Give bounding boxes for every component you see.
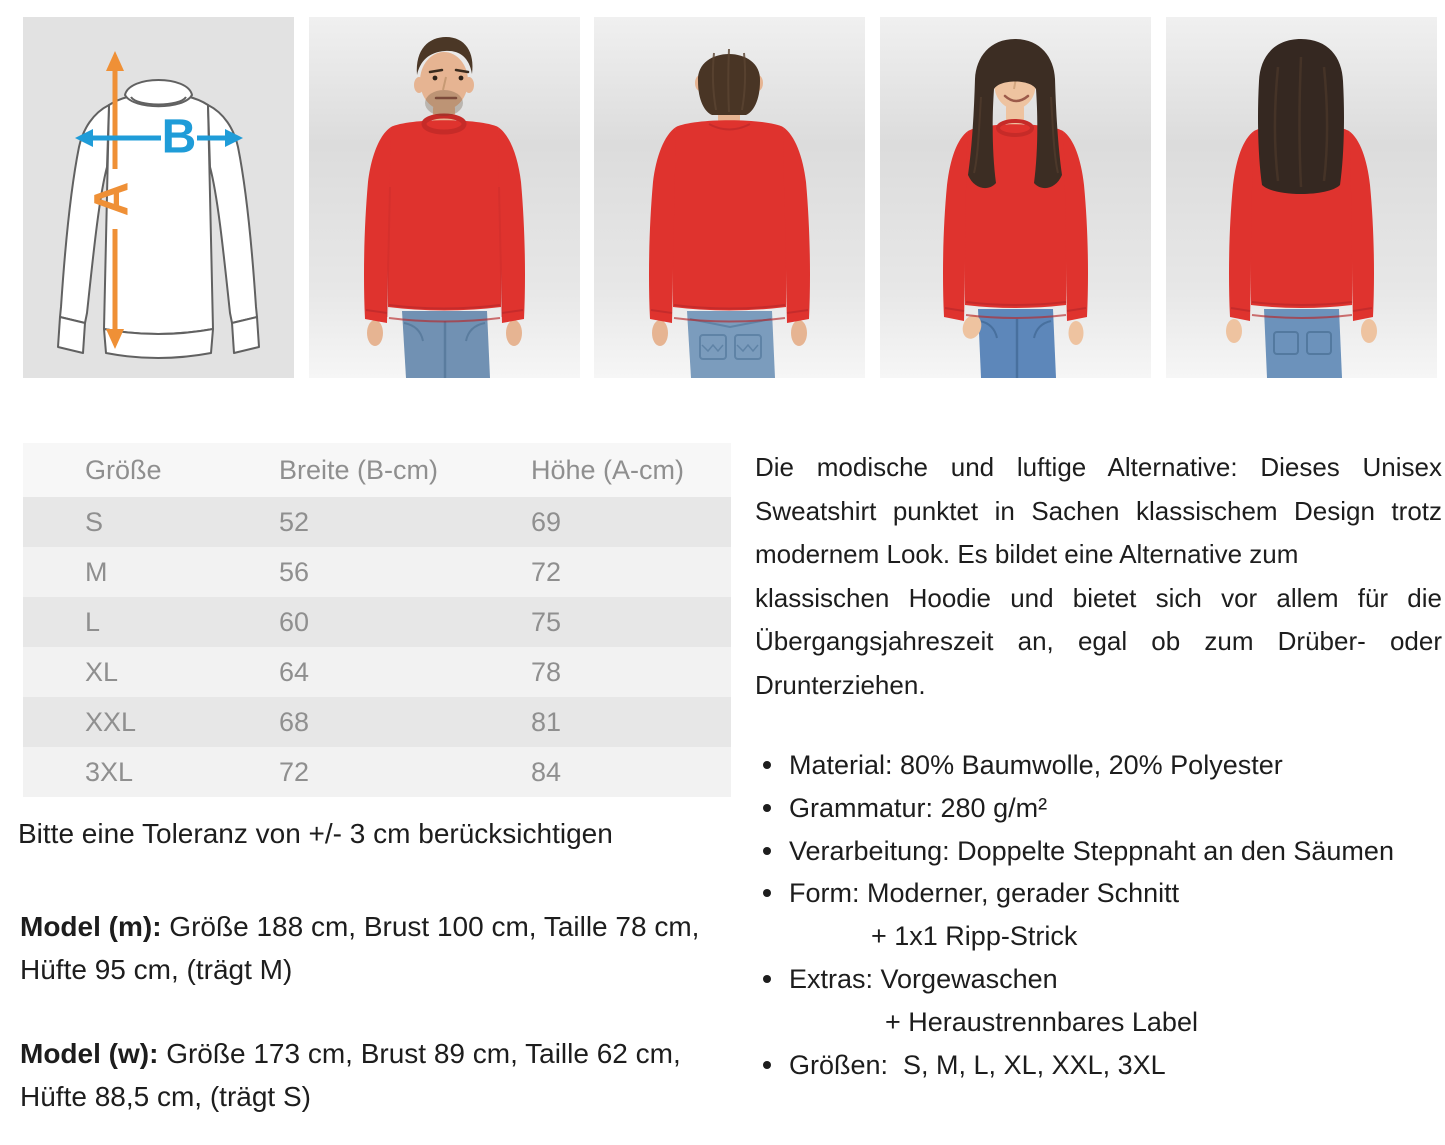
size-table	[23, 443, 731, 797]
table-row	[23, 597, 731, 647]
model-m-label: Model (m):	[20, 911, 162, 942]
cell-height: 84	[531, 756, 562, 787]
female-back-illustration	[1166, 17, 1437, 378]
male-front-illustration	[309, 17, 580, 378]
feature-item: Material: 80% Baumwolle, 20% Polyester	[755, 744, 1445, 787]
cell-size: M	[85, 556, 108, 587]
feature-item: Größen: S, M, L, XL, XXL, 3XL	[755, 1044, 1445, 1087]
model-m-line2: Hüfte 95 cm, (trägt M)	[20, 954, 293, 985]
cell-width: 56	[279, 556, 310, 587]
cell-size: 3XL	[85, 756, 134, 787]
table-row	[23, 747, 731, 797]
model-m-info	[20, 905, 699, 991]
model-m-line1: Model (m): Größe 188 cm, Brust 100 cm, Taille 78 cm,	[20, 911, 700, 942]
cell-height: 78	[531, 656, 562, 687]
feature-item: Extras: Vorgewaschen	[755, 958, 1445, 1001]
feature-list	[755, 744, 1445, 1086]
bullet-dot	[763, 761, 771, 769]
male-back-illustration	[594, 17, 865, 378]
cell-height: 81	[531, 706, 562, 737]
product-description	[755, 446, 1442, 707]
size-diagram-panel	[23, 17, 294, 378]
cell-height: 72	[531, 556, 562, 587]
model-photo-female-front	[880, 17, 1151, 378]
cell-height: 75	[531, 606, 562, 637]
description-line: Übergangsjahreszeit an, egal ob zum Drüber- oder	[755, 626, 1442, 656]
description-line: Sweatshirt punktet in Sachen klassischem Design trotz	[755, 495, 1442, 526]
cell-width: 72	[279, 756, 310, 787]
cell-width: 60	[279, 606, 310, 637]
description-line: Drunterziehen.	[755, 669, 926, 700]
feature-item: Form: Moderner, gerader Schnitt	[755, 872, 1445, 915]
feature-item: Grammatur: 280 g/m²	[755, 787, 1445, 830]
dimension-b-label: B	[161, 110, 197, 164]
cell-size: XL	[85, 656, 119, 687]
feature-item-continuation: + 1x1 Ripp-Strick	[871, 921, 1078, 952]
col-header-width: Breite (B-cm)	[279, 454, 439, 485]
model-photo-male-front	[309, 17, 580, 378]
cell-size: XXL	[85, 706, 137, 737]
table-header-row	[23, 443, 731, 497]
description-line: modernem Look. Es bildet eine Alternative zum	[755, 539, 1299, 569]
table-row	[23, 647, 731, 697]
cell-width: 64	[279, 656, 310, 687]
col-header-size: Größe	[85, 454, 162, 485]
dimension-a-label: A	[85, 181, 139, 217]
description-line: klassischen Hoodie und bietet sich vor allem für die	[755, 582, 1442, 613]
bullet-dot	[763, 804, 771, 812]
cell-size: S	[85, 506, 104, 537]
description-line: Die modische und luftige Alternative: Dieses Unisex	[755, 452, 1442, 482]
tolerance-note: Bitte eine Toleranz von +/- 3 cm berücksichtigen	[18, 818, 613, 849]
cell-width: 68	[279, 706, 310, 737]
model-w-label: Model (w):	[20, 1038, 159, 1069]
bullet-dot	[763, 1061, 771, 1069]
size-diagram	[23, 17, 294, 378]
table-row	[23, 497, 731, 547]
model-w-line2: Hüfte 88,5 cm, (trägt S)	[20, 1081, 311, 1112]
col-header-height: Höhe (A-cm)	[531, 454, 685, 485]
model-w-info	[20, 1032, 681, 1118]
bullet-dot	[763, 975, 771, 983]
bullet-dot	[763, 889, 771, 897]
cell-width: 52	[279, 506, 310, 537]
cell-size: L	[85, 606, 101, 637]
cell-height: 69	[531, 506, 562, 537]
feature-item: Verarbeitung: Doppelte Steppnaht an den Säumen	[755, 830, 1445, 873]
product-gallery	[23, 17, 1437, 378]
feature-item-continuation: + Heraustrennbares Label	[885, 1006, 1198, 1037]
table-row	[23, 697, 731, 747]
bullet-dot	[763, 847, 771, 855]
table-row	[23, 547, 731, 597]
female-front-illustration	[880, 17, 1151, 378]
model-photo-male-back	[594, 17, 865, 378]
model-photo-female-back	[1166, 17, 1437, 378]
model-w-line1: Model (w): Größe 173 cm, Brust 89 cm, Taille 62 cm,	[20, 1038, 681, 1069]
